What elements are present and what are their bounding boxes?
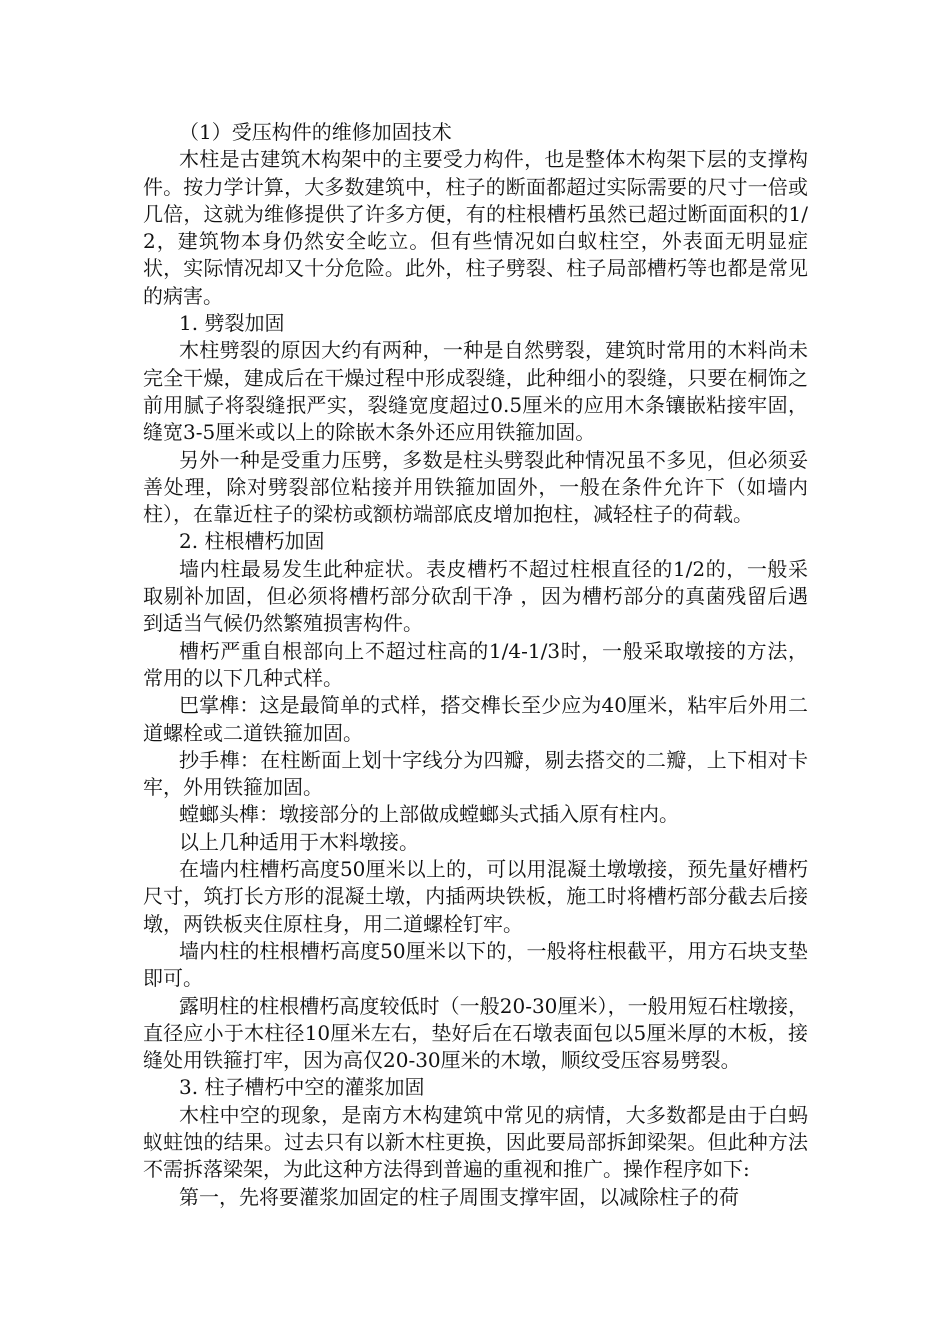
body-paragraph: 第一，先将要灌浆加固定的柱子周围支撑牢固，以减除柱子的荷 [179, 1184, 739, 1209]
body-paragraph: 墙内柱最易发生此种症状。表皮槽朽不超过柱根直径的1/2的，一般采取剔补加固，但必须将槽朽部分砍刮干净 ，因为槽朽部分的真菌残留后遇到适当气候仍然繁殖损害构件。 [143, 556, 808, 636]
subsection-heading: 1. 劈裂加固 [179, 311, 285, 336]
subsection-heading: 3. 柱子槽朽中空的灌浆加固 [179, 1075, 425, 1100]
body-paragraph: 木柱劈裂的原因大约有两种，一种是自然劈裂，建筑时常用的木料尚未完全干燥，建成后在干燥过程中形成裂缝，此种细小的裂缝，只要在桐饰之前用腻子将裂缝抿严实，裂缝宽度超过0.5厘米的应用木条镶嵌粘接牢固，缝宽3-5厘米或以上的除嵌木条外还应用铁箍加固。 [143, 338, 808, 445]
subsection-heading: 2. 柱根槽朽加固 [179, 529, 325, 554]
body-paragraph: 露明柱的柱根槽朽高度较低时（一般20-30厘米），一般用短石柱墩接，直径应小于木柱径10厘米左右，垫好后在石墩表面包以5厘米厚的木板，接缝处用铁箍打牢，因为高仅20-30厘米的木墩，顺纹受压容易劈裂。 [143, 993, 808, 1073]
body-paragraph: 墙内柱的柱根槽朽高度50厘米以下的，一般将柱根截平，用方石块支垫即可。 [143, 938, 808, 991]
document-body [143, 119, 808, 1211]
section-heading: （1）受压构件的维修加固技术 [179, 120, 452, 144]
body-paragraph: 另外一种是受重力压劈，多数是柱头劈裂此种情况虽不多见，但必须妥善处理，除对劈裂部位粘接并用铁箍加固外，一般在条件允许下（如墙内柱），在靠近柱子的梁枋或额枋端部底皮增加抱柱，减轻柱子的荷载。 [143, 447, 808, 527]
body-paragraph: 槽朽严重自根部向上不超过柱高的1/4-1/3时，一般采取墩接的方法，常用的以下几种式样。 [143, 638, 808, 690]
body-paragraph: 在墙内柱槽朽高度50厘米以上的，可以用混凝土墩墩接，预先量好槽朽尺寸，筑打长方形的混凝土墩，内插两块铁板，施工时将槽朽部分截去后接墩，两铁板夹住原柱身，用二道螺栓钉牢。 [143, 857, 808, 936]
body-paragraph: 巴掌榫：这是最简单的式样，搭交榫长至少应为40厘米，粘牢后外用二道螺栓或二道铁箍加固。 [143, 693, 808, 745]
body-paragraph: 木柱是古建筑木构架中的主要受力构件，也是整体木构架下层的支撑构件。按力学计算，大多数建筑中，柱子的断面都超过实际需要的尺寸一倍或几倍，这就为维修提供了许多方便，有的柱根槽朽虽然已超过断面面积的1/2，建筑物本身仍然安全屹立。但有些情况如白蚁柱空，外表面无明显症状，实际情况却又十分危险。此外，柱子劈裂、柱子局部槽朽等也都是常见的病害。 [143, 147, 808, 308]
body-paragraph: 木柱中空的现象，是南方木构建筑中常见的病情，大多数都是由于白蚂蚁蛀蚀的结果。过去只有以新木柱更换，因此要局部拆卸梁架。但此种方法不需拆落梁架，为此这种方法得到普遍的重视和推广。操作程序如下: [143, 1102, 808, 1182]
body-paragraph: 螳螂头榫：墩接部分的上部做成螳螂头式插入原有柱内。 [179, 802, 679, 827]
body-paragraph: 以上几种适用于木料墩接。 [179, 829, 419, 854]
body-paragraph: 抄手榫：在柱断面上划十字线分为四瓣，剔去搭交的二瓣，上下相对卡牢，外用铁箍加固。 [143, 747, 808, 800]
